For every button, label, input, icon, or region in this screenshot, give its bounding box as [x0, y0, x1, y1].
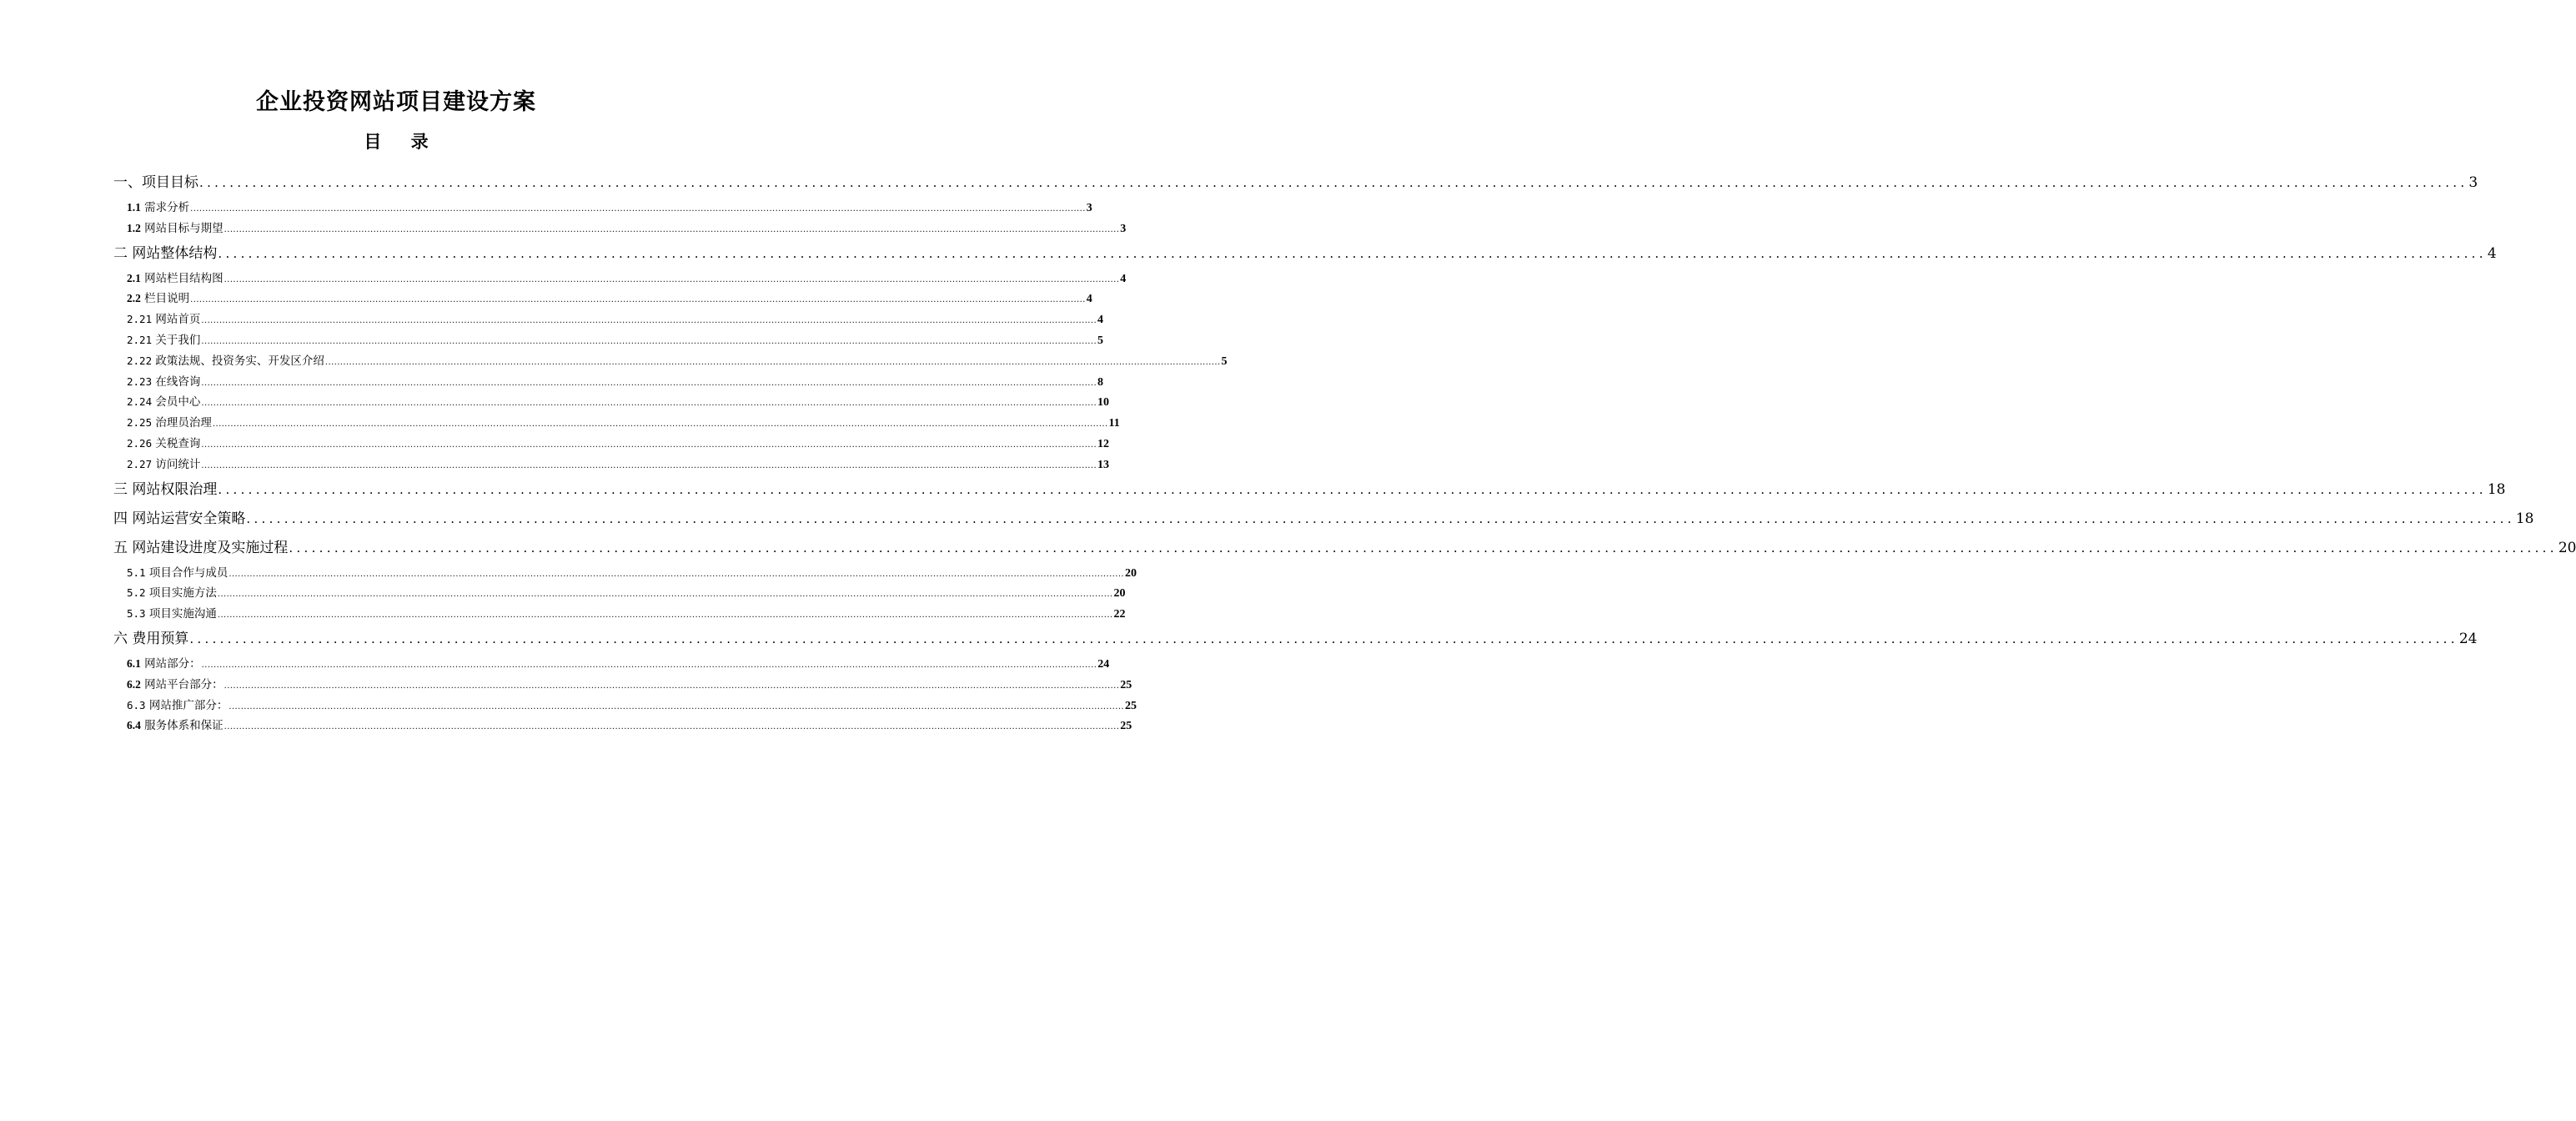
toc-entry-title [127, 696, 228, 716]
toc-entry-text: 网站推广部分： [148, 698, 228, 712]
toc-section-entry[interactable] [113, 534, 2576, 563]
toc-entry-number: 2.25 [127, 416, 153, 430]
toc-entry-number: 2.26 [127, 436, 153, 450]
toc-entry-text: 访问统计 [155, 457, 201, 471]
toc-dot-leader: ............................................................................................................................................................................................................................................................................................................ [218, 481, 2487, 497]
toc-page-number: 3 [2468, 174, 2478, 191]
toc-entry-title [127, 455, 200, 475]
toc-dot-leader: ............................................................................................................................................................................................................................................................................................................ [324, 357, 1221, 367]
toc-page-number: 4 [2487, 244, 2497, 262]
toc-entry-text: 栏目说明 [144, 292, 190, 306]
toc-entry-number: 5.1 [127, 566, 146, 579]
toc-dot-leader: ............................................................................................................................................................................................................................................................................................................ [201, 660, 1097, 670]
toc-page-number: 3 [1086, 202, 1092, 214]
toc-entry-text: 网站部分： [144, 656, 201, 671]
toc-entry-number: 6.2 [127, 677, 141, 691]
toc-section-entry[interactable] [113, 168, 2478, 198]
toc-entry-title [113, 625, 188, 654]
toc-entry-text: 六 费用预算 [113, 630, 189, 647]
toc-dot-leader: ............................................................................................................................................................................................................................................................................................................ [201, 336, 1097, 346]
toc-entry-text: 项目实施沟通 [148, 607, 217, 621]
toc-subsection-entry[interactable] [113, 675, 1132, 696]
toc-dot-leader: ............................................................................................................................................................................................................................................................................................................ [228, 569, 1124, 579]
toc-dot-leader: ............................................................................................................................................................................................................................................................................................................ [223, 274, 1120, 284]
toc-entry-text: 需求分析 [144, 201, 190, 214]
toc-page-number: 25 [1125, 699, 1137, 712]
toc-subsection-entry[interactable] [113, 351, 1228, 372]
toc-entry-title [127, 219, 223, 239]
toc-entry-number: 5.3 [127, 607, 146, 621]
toc-page-number: 20 [2558, 539, 2576, 556]
toc-subsection-entry[interactable] [113, 563, 1137, 584]
toc-entry-number: 2.2 [127, 292, 141, 305]
toc-entry-title [127, 563, 228, 584]
toc-subsection-entry[interactable] [113, 289, 1092, 309]
toc-entry-title [113, 534, 288, 563]
toc-page-number: 11 [1108, 417, 1120, 430]
toc-dot-leader: ............................................................................................................................................................................................................................................................................................................ [201, 316, 1097, 326]
toc-entry-text: 治理员治理 [155, 416, 212, 430]
toc-subsection-entry[interactable] [113, 455, 1110, 475]
toc-dot-leader: ............................................................................................................................................................................................................................................................................................................ [223, 681, 1120, 691]
toc-page-number: 20 [1113, 587, 1126, 601]
toc-page-number: 24 [2458, 630, 2478, 647]
toc-subsection-entry[interactable] [113, 219, 1127, 239]
toc-entry-text: 一、项目目标 [113, 174, 198, 191]
toc-entry-number: 2.1 [127, 271, 141, 284]
toc-dot-leader: ............................................................................................................................................................................................................................................................................................................ [201, 460, 1097, 470]
toc-entry-text: 三 网站权限治理 [113, 480, 218, 498]
toc-entry-text: 网站栏目结构图 [144, 271, 223, 285]
toc-entry-number: 6.4 [127, 719, 141, 732]
toc-section-entry[interactable] [113, 475, 2506, 505]
toc-subsection-entry[interactable] [113, 392, 1110, 413]
document-title: 企业投资网站项目建设方案 [256, 89, 536, 115]
toc-subsection-entry[interactable] [113, 583, 1126, 604]
toc-subsection-entry[interactable] [113, 330, 1104, 351]
toc-dot-leader: ............................................................................................................................................................................................................................................................................................................ [223, 224, 1120, 234]
toc-entry-number: 1.1 [127, 201, 141, 214]
toc-entry-number: 1.2 [127, 221, 141, 234]
toc-subsection-entry[interactable] [113, 413, 1120, 434]
toc-dot-leader: ............................................................................................................................................................................................................................................................................................................ [199, 175, 2468, 190]
toc-page-number: 18 [2515, 510, 2534, 527]
toc-subsection-entry[interactable] [113, 269, 1127, 289]
toc-entry-title [127, 198, 189, 219]
toc-subsection-entry[interactable] [113, 696, 1137, 716]
toc-page-number: 12 [1097, 437, 1110, 450]
table-of-contents [113, 168, 2576, 736]
toc-entry-title [127, 413, 212, 434]
toc-section-entry[interactable] [113, 625, 2478, 654]
toc-entry-text: 项目合作与成员 [148, 566, 228, 580]
toc-entry-text: 网站首页 [155, 313, 201, 327]
toc-entry-title [127, 716, 223, 736]
toc-page-number: 24 [1097, 657, 1110, 671]
toc-subsection-entry[interactable] [113, 434, 1110, 455]
toc-subsection-entry[interactable] [113, 716, 1132, 736]
toc-page-number: 10 [1097, 396, 1110, 410]
toc-entry-text: 政策法规、投资务实、开发区介绍 [155, 354, 324, 368]
toc-entry-title [127, 269, 223, 289]
toc-page-number: 5 [1097, 334, 1104, 347]
toc-subsection-entry[interactable] [113, 654, 1110, 675]
toc-subsection-entry[interactable] [113, 372, 1104, 393]
toc-entry-title [127, 392, 200, 413]
toc-entry-title [127, 434, 200, 455]
toc-subsection-entry[interactable] [113, 604, 1126, 625]
toc-dot-leader: ............................................................................................................................................................................................................................................................................................................ [246, 510, 2515, 526]
toc-entry-title [113, 475, 217, 505]
toc-dot-leader: ............................................................................................................................................................................................................................................................................................................ [201, 399, 1097, 409]
toc-dot-leader: ............................................................................................................................................................................................................................................................................................................ [189, 631, 2458, 646]
toc-page-number: 18 [2487, 480, 2506, 498]
toc-page-number: 4 [1097, 314, 1104, 327]
toc-dot-leader: ............................................................................................................................................................................................................................................................................................................ [289, 540, 2558, 555]
toc-entry-text: 关税查询 [155, 436, 201, 450]
toc-entry-number: 6.3 [127, 698, 146, 711]
toc-dot-leader: ............................................................................................................................................................................................................................................................................................................ [217, 590, 1113, 600]
toc-page-number: 4 [1086, 293, 1092, 306]
toc-dot-leader: ............................................................................................................................................................................................................................................................................................................ [223, 722, 1120, 732]
toc-dot-leader: ............................................................................................................................................................................................................................................................................................................ [201, 378, 1097, 388]
toc-entry-title [113, 239, 217, 269]
toc-dot-leader: ............................................................................................................................................................................................................................................................................................................ [201, 440, 1097, 450]
toc-dot-leader: ............................................................................................................................................................................................................................................................................................................ [228, 701, 1124, 711]
toc-entry-number: 2.21 [127, 333, 153, 346]
toc-entry-title [127, 654, 201, 675]
toc-dot-leader: ............................................................................................................................................................................................................................................................................................................ [212, 420, 1108, 430]
toc-page-number: 4 [1120, 272, 1127, 285]
toc-entry-title [127, 604, 217, 625]
toc-entry-text: 二 网站整体结构 [113, 244, 218, 262]
toc-entry-number: 2.21 [127, 313, 153, 326]
toc-entry-text: 会员中心 [155, 395, 201, 410]
toc-entry-title [127, 351, 324, 372]
toc-entry-title [127, 309, 200, 330]
toc-entry-text: 网站目标与期望 [144, 221, 223, 235]
toc-entry-text: 服务体系和保证 [144, 719, 223, 733]
toc-entry-text: 四 网站运营安全策略 [113, 510, 246, 527]
toc-entry-title [127, 330, 200, 351]
toc-page-number: 8 [1097, 375, 1104, 389]
toc-entry-title [127, 289, 189, 309]
toc-entry-number: 5.2 [127, 586, 146, 600]
toc-entry-title [127, 372, 200, 393]
toc-entry-number: 2.24 [127, 395, 153, 409]
toc-dot-leader: ............................................................................................................................................................................................................................................................................................................ [190, 204, 1086, 214]
toc-page-number: 5 [1221, 354, 1228, 368]
toc-subsection-entry[interactable] [113, 309, 1104, 330]
toc-page-number: 22 [1113, 608, 1126, 621]
toc-entry-title [127, 675, 223, 696]
toc-entry-number: 2.22 [127, 354, 153, 367]
toc-entry-title [113, 168, 198, 198]
toc-entry-text: 关于我们 [155, 333, 201, 347]
toc-dot-leader: ............................................................................................................................................................................................................................................................................................................ [217, 611, 1113, 621]
toc-entry-text: 在线咨询 [155, 375, 201, 389]
toc-heading: 目 录 [364, 131, 440, 152]
toc-section-entry[interactable] [113, 505, 2534, 534]
toc-section-entry[interactable] [113, 239, 2497, 269]
toc-entry-number: 2.27 [127, 457, 153, 470]
toc-page-number: 20 [1125, 566, 1137, 580]
toc-dot-leader: ............................................................................................................................................................................................................................................................................................................ [218, 245, 2487, 261]
toc-entry-number: 2.23 [127, 375, 153, 388]
toc-entry-title [127, 583, 217, 604]
toc-entry-text: 五 网站建设进度及实施过程 [113, 539, 289, 556]
toc-page-number: 25 [1120, 678, 1132, 691]
toc-dot-leader: ............................................................................................................................................................................................................................................................................................................ [190, 295, 1086, 305]
toc-page-number: 13 [1097, 458, 1110, 471]
toc-entry-title [113, 505, 245, 534]
toc-page-number: 3 [1120, 222, 1127, 235]
toc-entry-text: 项目实施方法 [148, 586, 217, 601]
toc-subsection-entry[interactable] [113, 198, 1092, 219]
toc-page-number: 25 [1120, 720, 1132, 733]
toc-entry-number: 6.1 [127, 656, 141, 670]
toc-entry-text: 网站平台部分： [144, 677, 223, 691]
